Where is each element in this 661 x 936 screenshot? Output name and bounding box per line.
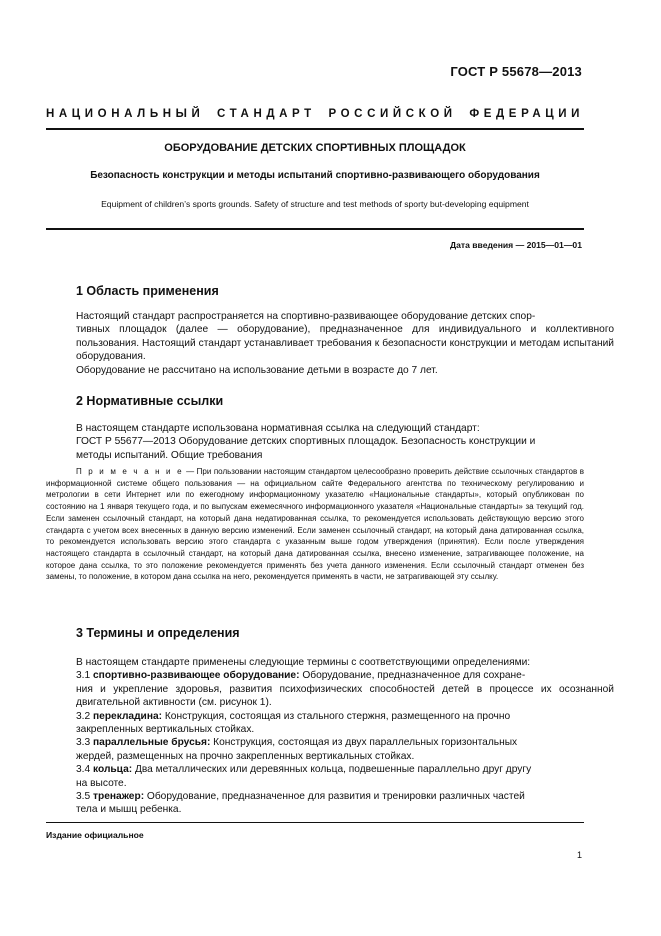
term-definition: закрепленных вертикальных стойках.	[76, 724, 255, 736]
term-entry: 3.5 тренажер: Оборудование, предназначенное для развития и тренировки различных частей	[76, 791, 525, 803]
term-entry: 3.3 параллельные брусья: Конструкция, состоящая из двух параллельных горизонтальных	[76, 737, 518, 749]
term-entry: 3.2 перекладина: Конструкция, состоящая из стального стержня, размещенного на прочно	[76, 710, 511, 722]
references-note	[46, 466, 584, 583]
english-title: Equipment of children’s sports grounds. Safety of structure and test methods of sporty but-developing equipment	[101, 199, 529, 209]
section-heading-scope: 1 Область применения	[76, 284, 219, 298]
term-definition: жердей, размещенных на прочно закрепленных вертикальных стойках.	[76, 750, 415, 762]
footer-rule	[46, 822, 584, 823]
edition-label: Издание официальное	[46, 830, 144, 840]
term-name: спортивно-развивающее оборудование:	[93, 670, 300, 682]
note-label: П р и м е ч а н и е	[76, 467, 184, 476]
banner-word: ФЕДЕРАЦИИ	[469, 108, 584, 120]
banner-word: НАЦИОНАЛЬНЫЙ	[46, 108, 205, 120]
banner-word: РОССИЙСКОЙ	[328, 108, 457, 120]
section-scope-body	[76, 310, 614, 377]
banner-word: СТАНДАРТ	[217, 108, 316, 120]
paragraph: Оборудование не рассчитано на использование детьми в возрасте до 7 лет.	[76, 364, 438, 376]
term-definition: ния и укрепление здоровья, развития психофизических способностей детей в процессе их осознанной двигательной активности (см. рисунок 1).	[76, 683, 614, 709]
paragraph: тивных площадок (далее — оборудование), предназначенное для индивидуального и коллективного пользования. Настоящий стандарт устанавливает требования к безопасности конструкции и методам испытаний оборудования.	[76, 324, 614, 363]
term-name: перекладина:	[93, 710, 163, 722]
document-title: ОБОРУДОВАНИЕ ДЕТСКИХ СПОРТИВНЫХ ПЛОЩАДОК	[164, 142, 466, 154]
document-subtitle: Безопасность конструкции и методы испытаний спортивно-развивающего оборудования	[90, 170, 540, 181]
paragraph: В настоящем стандарте использована нормативная ссылка на следующий стандарт:	[76, 423, 480, 434]
term-definition: на высоте.	[76, 777, 127, 789]
term-entry: 3.4 кольца: Два металлических или деревянных кольца, подвешенные параллельно друг другу	[76, 764, 532, 776]
title-rule	[46, 228, 584, 230]
banner-rule	[46, 128, 584, 130]
document-number: ГОСТ Р 55678—2013	[450, 64, 582, 79]
term-name: тренажер:	[93, 791, 145, 803]
page-number: 1	[576, 850, 582, 860]
term-entry: 3.1 спортивно-развивающее оборудование: Оборудование, предназначенное для сохране-	[76, 670, 526, 682]
standard-banner	[46, 108, 584, 120]
note-text: — При пользовании настоящим стандартом целесообразно проверить действие ссылочных стандартов в информационной системе общего пользования — на официальном сайте Федерального агентства по техническому регулированию и метрологии в сети Интернет или по ежегодному информационному указателю «Национальные стандарты», который опубликован по состоянию на 1 января текущего года, и по выпускам ежемесячного информационного указателя «Национальные стандарты» за текущий год. Если заменен ссылочный стандарт, на который дана недатированная ссылка, то рекомендуется использовать действующую версию этого стандарта с учетом всех внесенных в данную версию изменений. Если заменен ссылочный стандарт, на который дана датированная ссылка, то рекомендуется использовать версию этого стандарта с указанным выше годом утверждения (принятия). Если после утверждения настоящего стандарта в ссылочный стандарт, на который дана датированная ссылка, внесено изменение, затрагивающее положение, на которое дана ссылка, то это положение рекомендуется применять без учета данного изменения. Если ссылочный стандарт отменен без замены, то положение, в котором дана ссылка на него, рекомендуется применять в части, не затрагивающей эту ссылку.	[46, 467, 584, 582]
paragraph: Настоящий стандарт распространяется на спортивно-развивающее оборудование детских спор-	[76, 311, 536, 322]
paragraph: В настоящем стандарте применены следующие термины с соответствующими определениями:	[76, 657, 531, 668]
term-name: параллельные брусья:	[93, 737, 211, 749]
section-heading-terms: 3 Термины и определения	[76, 626, 240, 640]
section-terms-body	[76, 656, 614, 817]
term-definition: тела и мышц ребенка.	[76, 804, 182, 816]
term-name: кольца:	[93, 764, 133, 776]
section-references-body	[76, 422, 584, 462]
paragraph: методы испытаний. Общие требования	[76, 449, 263, 461]
paragraph: ГОСТ Р 55677—2013 Оборудование детских спортивных площадок. Безопасность конструкции и	[76, 436, 536, 448]
introduction-date: Дата введения — 2015—01—01	[449, 240, 582, 250]
section-heading-references: 2 Нормативные ссылки	[76, 394, 224, 408]
